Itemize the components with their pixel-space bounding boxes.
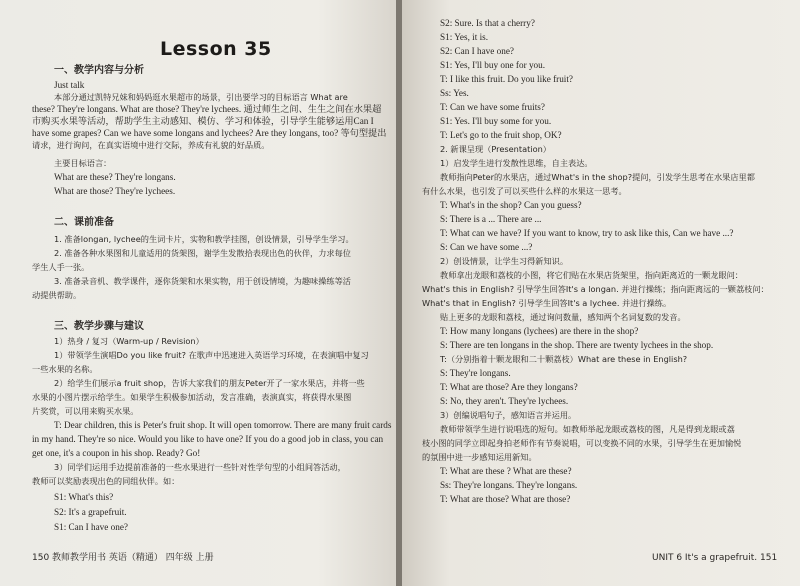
text-line: 2. 准备各种水果图和儿童适用的货架图，谢学生发散拾表现出色的伙伴，力求每位 — [54, 248, 351, 258]
text-line: What's that in English? 引导学生回答It's a lychee. 并进行操练。 — [422, 298, 672, 308]
text-line: 贴上更多的龙眼和荔枝，通过询问数量，感知两个名词复数的发音。 — [440, 312, 686, 322]
text-line: Ss: They're longans. They're longans. — [440, 480, 578, 490]
text-line: 2）给学生们展示a fruit shop，告诉大家我们的朋友Peter开了一家水果店，并将一些 — [54, 378, 365, 388]
text-line: T:（分别指着十颗龙眼和二十颗荔枝）What are these in English? — [440, 354, 688, 364]
text-line: 动提供帮助。 — [32, 290, 82, 300]
text-line: have some grapes? Can we have some longans and lychees? Are they longans, too? 等句型提出 — [32, 128, 387, 138]
text-line: 主要目标语言： — [54, 158, 112, 168]
text-line: T: What are those? What are those? — [440, 494, 571, 504]
text-line: Just talk — [54, 80, 85, 90]
text-line: get one, it's a coupon in his shop. Ready? Go! — [32, 448, 201, 458]
text-line: T: What are these ? What are these? — [440, 466, 572, 476]
text-line: S1: Yes. I'll buy some for you. — [440, 116, 552, 126]
text-line: 2. 新课呈现（Presentation） — [440, 144, 551, 154]
lesson-title: Lesson 35 — [160, 38, 272, 60]
text-line: S: There is a ... There are ... — [440, 214, 542, 224]
text-line: 1）热身 / 复习（Warm-up / Revision） — [54, 336, 204, 346]
text-line: 教师指向Peter的水果店，通过What's in the shop?提问，引发学生思考在水果店里都 — [440, 172, 755, 182]
text-line: 教师带领学生进行说唱选的短句。如教师举起龙眼或荔枝的图，凡是得到龙眼或荔 — [440, 424, 735, 434]
text-line: What's this in English? 引导学生回答It's a longan. 并进行操练；指向距离远的一颗荔枝问： — [422, 284, 769, 294]
text-line: S2: Sure. Is that a cherry? — [440, 18, 535, 28]
section-heading: 一、教学内容与分析 — [54, 65, 144, 76]
text-line: 市购买水果等活动，帮助学生主动感知、模仿、学习和体验，引导学生能够运用Can I — [32, 116, 374, 126]
text-line: these? They're longans. What are those? They're lychees. 通过师生之间、生生之间在水果超 — [32, 104, 382, 114]
left-page — [0, 0, 398, 586]
text-line: 学生人手一张。 — [32, 262, 90, 272]
text-line: 1）启发学生进行发散性思维，自主表达。 — [440, 158, 593, 168]
text-line: S1: Yes, it is. — [440, 32, 488, 42]
right-page — [402, 0, 800, 586]
text-line: S2: It's a grapefruit. — [54, 507, 127, 517]
text-line: 教师可以奖励表现出色的同组伙伴。如： — [32, 476, 180, 486]
text-line: T: Can we have some fruits? — [440, 102, 545, 112]
text-line: T: How many longans (lychees) are there in the shop? — [440, 326, 639, 336]
text-line: T: What's in the shop? Can you guess? — [440, 200, 582, 210]
text-line: 2）创设情景，让学生习得新知识。 — [440, 256, 569, 266]
text-line: S1: What's this? — [54, 492, 114, 502]
text-line: T: What are those? Are they longans? — [440, 382, 578, 392]
text-line: 1. 准备longan, lychee的生词卡片，实物和教学挂图，创设情景，引导学生学习。 — [54, 234, 354, 244]
text-line: S1: Can I have one? — [54, 522, 128, 532]
text-line: 有什么水果，也引发了可以买些什么样的水果这一思考。 — [422, 186, 627, 196]
text-line: 教师拿出龙眼和荔枝的小图，将它们贴在水果店货架里，指向距离近的一颗龙眼问： — [440, 270, 743, 280]
text-line: T: I like this fruit. Do you like fruit? — [440, 74, 573, 84]
text-line: 的氛围中进一步感知运用新知。 — [422, 452, 537, 462]
text-line: 请求，进行询问，在真实语境中进行交际，养成有礼貌的好品质。 — [32, 140, 270, 150]
text-line: 片奖赏，可以用来购买水果。 — [32, 406, 139, 416]
text-line: S1: Yes, I'll buy one for you. — [440, 60, 546, 70]
text-line: 3）创编说唱句子，感知语言并运用。 — [440, 410, 577, 420]
text-line: 一些水果的名称。 — [32, 364, 98, 374]
text-line: What are these? They're longans. — [54, 172, 176, 182]
section-heading: 三、教学步骤与建议 — [54, 321, 144, 332]
text-line: What are those? They're lychees. — [54, 186, 176, 196]
text-line: 1）带领学生演唱Do you like fruit? 在歌声中迅速进入英语学习环境，在表演唱中复习 — [54, 350, 369, 360]
text-line: S: No, they aren't. They're lychees. — [440, 396, 569, 406]
text-line: T: Let's go to the fruit shop, OK? — [440, 130, 562, 140]
text-line: 本部分通过凯特兄妹和妈妈逛水果超市的场景，引出要学习的目标语言 What are — [54, 92, 348, 102]
text-line: Ss: Yes. — [440, 88, 469, 98]
text-line: S: There are ten longans in the shop. There are twenty lychees in the shop. — [440, 340, 714, 350]
text-line: S: Can we have some ...? — [440, 242, 533, 252]
text-line: 3. 准备录音机、教学课件，逐你货架和水果实物，用于创设情境，为趣味操练等活 — [54, 276, 351, 286]
text-line: T: Dear children, this is Peter's fruit shop. It will open tomorrow. There are many fruit cards — [54, 420, 392, 430]
text-line: 水果的小图片摆示给学生。如果学生积极参加活动，发言准确，表演真实，将获得水果图 — [32, 392, 352, 402]
text-line: in my hand. They're so nice. Would you like to have one? If you do a good job in class, you can — [32, 434, 384, 444]
text-line: S2: Can I have one? — [440, 46, 514, 56]
text-line: 枝小图的同学立即起身拍老师作有节奏说唱，可以变换不同的水果，引导学生在更加愉悦 — [422, 438, 742, 448]
text-line: T: What can we have? If you want to know, try to ask like this, Can we have ...? — [440, 228, 734, 238]
section-heading: 二、课前准备 — [54, 217, 114, 228]
text-line: S: They're longans. — [440, 368, 511, 378]
text-line: 3）同学们运用手边提前准备的一些水果进行一些针对性学句型的小组间答活动， — [54, 462, 346, 472]
left-page-footer: 150 教师教学用书 英语（精通） 四年级 上册 — [32, 553, 214, 563]
right-page-footer: UNIT 6 It's a grapefruit. 151 — [652, 553, 778, 563]
